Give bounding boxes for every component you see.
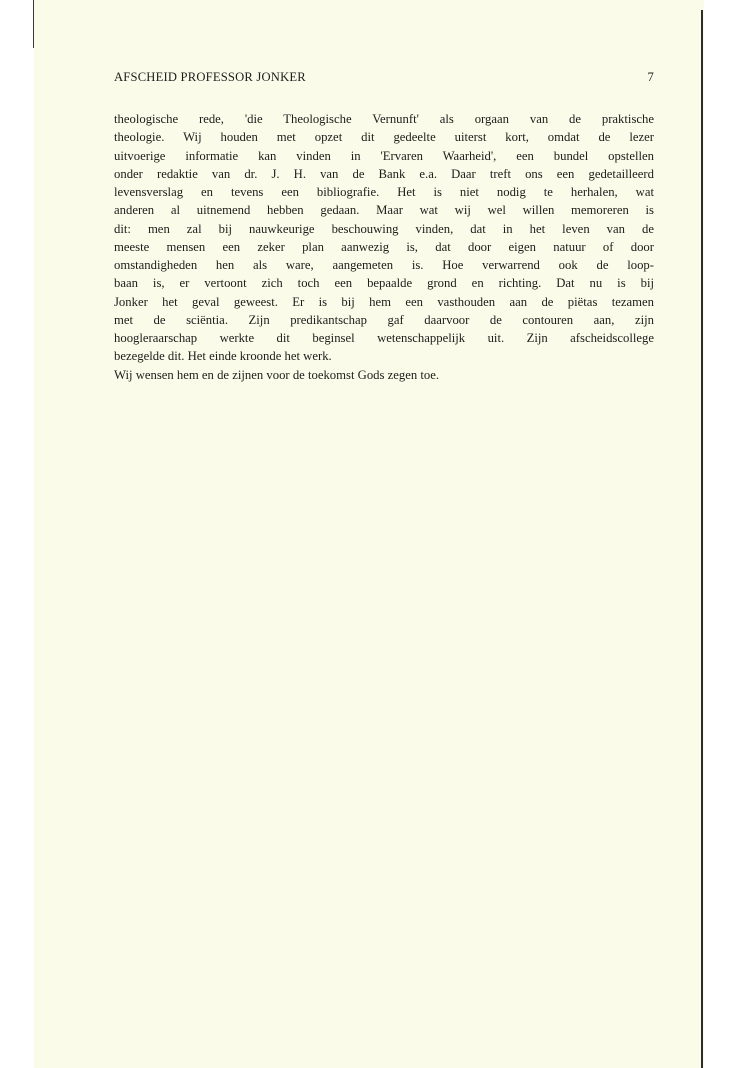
running-title: AFSCHEID PROFESSOR JONKER [114, 70, 306, 84]
text-line: dit: men zal bij nauwkeurige beschouwing vinden, dat in het leven van de [114, 221, 654, 236]
page-number: 7 [647, 70, 654, 84]
text-line: theologie. Wij houden met opzet dit gedeelte uiterst kort, omdat de lezer [114, 130, 654, 145]
closing-line: Wij wensen hem en de zijnen voor de toekomst Gods zegen toe. [114, 367, 440, 382]
text-line: bezegelde dit. Het einde kroonde het werk. [114, 349, 332, 364]
running-head [114, 70, 654, 90]
body-text [114, 110, 654, 384]
text-line: omstandigheden hen als ware, aangemeten is. Hoe verwarrend ook de loop- [114, 258, 654, 272]
text-line: anderen al uitnemend hebben gedaan. Maar wat wij wel willen memoreren is [114, 203, 654, 218]
text-line: meeste mensen een zeker plan aanwezig is, dat door eigen natuur of door [114, 239, 654, 254]
text-line: hoogleraarschap werkte dit beginsel wetenschappelijk uit. Zijn afscheidscollege [114, 331, 654, 345]
text-line: met de sciëntia. Zijn predikantschap gaf daarvoor de contouren aan, zijn [114, 312, 654, 327]
text-line: uitvoerige informatie kan vinden in 'Ervaren Waarheid', een bundel opstellen [114, 148, 654, 163]
text-line: baan is, er vertoont zich toch een bepaalde grond en richting. Dat nu is bij [114, 276, 654, 291]
document-page [34, 0, 704, 1068]
text-line: levensverslag en tevens een bibliografie. Het is niet nodig te herhalen, wat [114, 185, 654, 199]
text-line: theologische rede, 'die Theologische Vernunft' als orgaan van de praktische [114, 112, 654, 126]
text-line: Jonker het geval geweest. Er is bij hem een vasthouden aan de piëtas tezamen [114, 294, 654, 309]
text-line: onder redaktie van dr. J. H. van de Bank e.a. Daar treft ons een gedetailleerd [114, 166, 654, 181]
page-edge-right [701, 10, 703, 1068]
